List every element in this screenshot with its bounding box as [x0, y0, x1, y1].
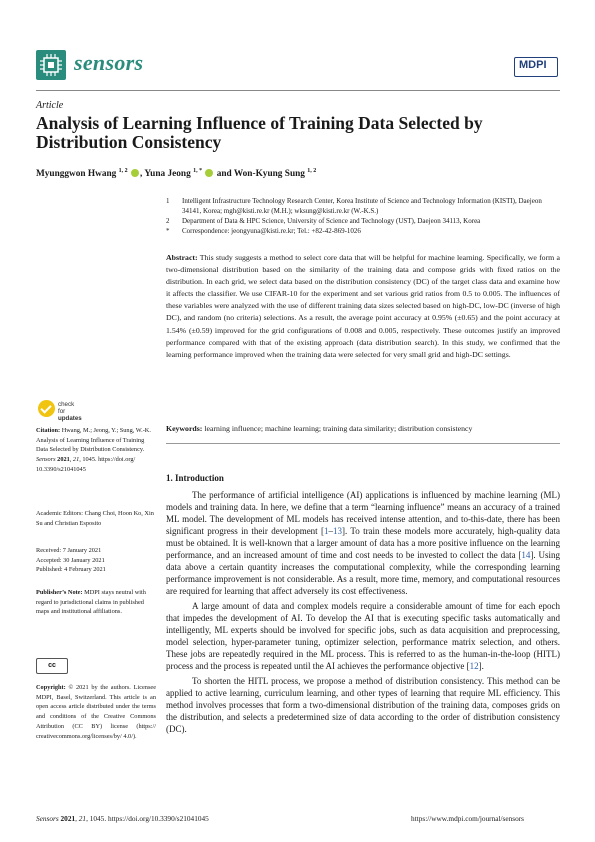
dates-block: Received: 7 January 2021 Accepted: 30 January 2021 Published: 4 February 2021: [36, 547, 106, 574]
author-affiliation: 1, *: [193, 168, 203, 174]
author-name[interactable]: Yuna Jeong: [144, 169, 191, 180]
editors-block: Academic Editors: Chang Choi, Hoon Ko, Xin Su and Christian Esposito: [36, 510, 154, 527]
author-affiliation: 1, 2: [307, 168, 317, 174]
author-name[interactable]: Won-Kyung Sung: [233, 169, 305, 180]
intro-body: [166, 489, 560, 738]
keywords-divider: [166, 443, 560, 444]
abstract-text: This study suggests a method to select core data that will be helpful for machine learning. Specifically, we form a two-dimensional distribution based on the similarity of the training data and compose grids with fixed ratios on the distribution. In each grid, we select data based on the distribution consistency (DC) of the target class data and examine how it affects the classifier. We use CIFAR-10 for the experiment and set various grid ratios from 0.5 to 0.005. The influences of these variables were analyzed with the use of different training data sizes selected based on high-DC, low-DC (inverse of high DC), and random (no criteria) selections. As a result, the average point accuracy at 0.95% (±0.65) and the point accuracy at 1.54% (±0.59) improved for the grid configurations of 0.008 and 0.005, respectively. These outcomes justify an improved performance compared with that of the existing approach (data distribution search). In this study, we confirmed that the learning performance improved when the training data were selected for very small grid and high-DC settings.: [166, 253, 560, 359]
paragraph: A large amount of data and complex models require a considerable amount of time for each epoch that impedes the development of AI. To develop the AI that is executing specific tasks automatically and intelligently, ML experts should be involved for specific jobs, such as data acquisition and preprocessing, model selection, hyper-parameter tuning, optimizer selection, performance matrix selection, and others. These jobs are repeatedly required in the ML process. This is referred to as the human-in-the-loop (HITL) process and the process is repeated until the AI achieves the performance objective [12].: [166, 601, 560, 671]
publisher-logo-text: MDPI: [519, 59, 547, 71]
affiliation-item: 1 Intelligent Infrastructure Technology Research Center, Korea Institute of Science and Technology Information (KISTI), Daejeon 34141, Korea; mgh@kisti.re.kr (M.H.); wksung@kisti.re.kr (W.-K.S.): [166, 197, 542, 215]
keywords-label: Keywords:: [166, 424, 203, 433]
journal-name: sensors: [74, 50, 144, 75]
publisher-note: Publisher’s Note: MDPI stays neutral with regard to jurisdictional claims in published maps and institutional affiliations.: [36, 589, 146, 616]
cc-license-icon[interactable]: cc: [36, 658, 68, 674]
checkmark-icon: [38, 400, 55, 417]
author-name[interactable]: Myunggwon Hwang: [36, 169, 117, 180]
correspondence: * Correspondence: jeongyuna@kisti.re.kr; Tel.: +82-42-869-1026: [166, 226, 361, 235]
footer-journal-link[interactable]: https://www.mdpi.com/journal/sensors: [411, 814, 525, 823]
doi-link[interactable]: , 1045. https://doi.org/ 10.3390/s21041045: [36, 456, 136, 473]
header-divider: [36, 90, 560, 91]
journal-logo-icon: [36, 50, 66, 80]
orcid-icon[interactable]: [131, 169, 139, 177]
citation-link[interactable]: 1: [324, 526, 329, 536]
affiliation-item: 2 Department of Data & HPC Science, University of Science and Technology (UST), Daejeon 34113, Korea: [166, 216, 481, 225]
author-affiliation: 1, 2: [118, 168, 128, 174]
citation-link[interactable]: 14: [521, 550, 531, 560]
copyright-block: Copyright: © 2021 by the authors. Licensee MDPI, Basel, Switzerland. This article is an open access article distributed under the terms and conditions of the Creative Commons Attribution (CC BY) license (https:// creativecommons.org/licenses/by/ 4.0/).: [36, 684, 156, 740]
section-heading: 1. Introduction: [166, 473, 224, 483]
citation-block: Citation: Hwang, M.; Jeong, Y.; Sung, W.-K. Analysis of Learning Influence of Training Data Selected by Distribution Consistency. Sensors 2021, 21, 1045. https://doi.org/ 10.3390/s21041045: [36, 427, 151, 473]
citation-link[interactable]: 12: [469, 661, 479, 671]
abstract: [166, 252, 560, 361]
paragraph: The performance of artificial intelligence (AI) applications is influenced by machine learning (ML) models and training data. In here, we define that a term “learning influence” means an accuracy of a trained ML model. The development of ML models has received intense attention, and to-this-date, there has been significant progress in their development [1–13]. To train these models more accurately, high-quality data must be obtained. It is well-known that a larger amount of data has a more positive influence on the learning performance, and an increased amount of time and cost needs to be invested to collect the data [14]. Using data above a certain quantity increases the computational complexity, while the corresponding learning performance improvement is not considerable. As a result, more time, memory, and computational resources are required for learning that affect adversely its cost effectiveness.: [166, 490, 560, 596]
article-type: Article: [36, 100, 64, 111]
footer-citation: Sensors 2021, 21, 1045. https://doi.org/10.3390/s21041045: [36, 814, 209, 823]
paragraph: To shorten the HITL process, we propose a method of distribution consistency. This method can be applied to active learning, curriculum learning, and other types of learning that require ML efficiency. This method involves processes that form a two-dimensional distribution of the training data, composes grids on the distribution, and selects a predetermined size of data according to the order of distribution consistency (DC).: [166, 676, 560, 734]
author-list: Myunggwon Hwang $^{1, 2}$ , Yuna Jeong $^{1, *}$ and Won-Kyung Sung $^{1, 2}$: [36, 168, 317, 180]
abstract-label: Abstract:: [166, 253, 198, 262]
keywords-text: learning influence; machine learning; training data similarity; distribution consistency: [202, 424, 473, 433]
orcid-icon[interactable]: [205, 169, 213, 177]
keywords: [166, 423, 560, 435]
citation-link[interactable]: 13: [333, 526, 342, 536]
affiliations: [166, 197, 560, 236]
paper-title: Analysis of Learning Influence of Training Data Selected by Distribution Consistency: [36, 113, 483, 152]
